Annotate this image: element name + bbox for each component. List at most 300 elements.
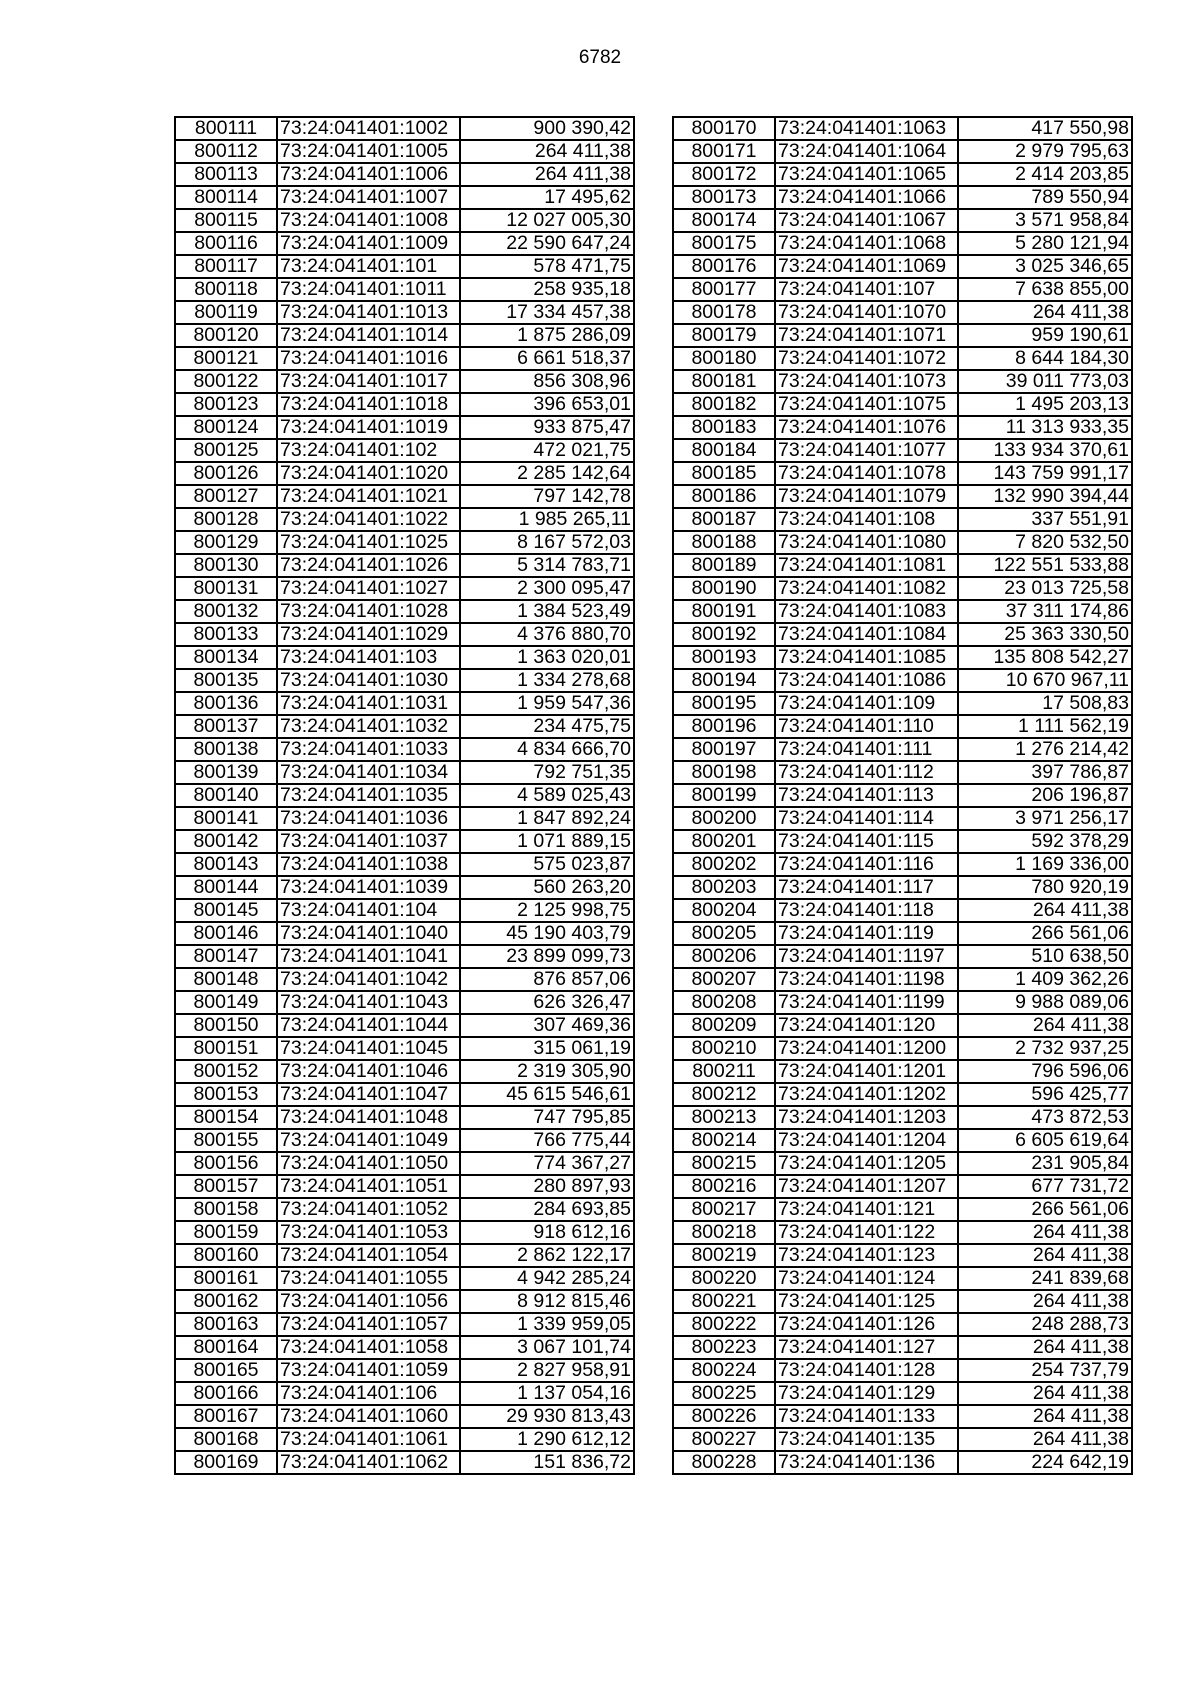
table-row xyxy=(175,531,634,554)
record-number-cell: 800180 xyxy=(673,347,775,370)
record-number-cell: 800186 xyxy=(673,485,775,508)
cadastral-number-cell: 73:24:041401:1207 xyxy=(775,1175,958,1198)
table-row xyxy=(175,876,634,899)
table-row xyxy=(673,531,1132,554)
value-cell: 3 971 256,17 xyxy=(958,807,1132,830)
value-cell: 264 411,38 xyxy=(958,1014,1132,1037)
table-row xyxy=(175,163,634,186)
table-row xyxy=(673,209,1132,232)
record-number-cell: 800198 xyxy=(673,761,775,784)
table-row xyxy=(673,830,1132,853)
record-number-cell: 800221 xyxy=(673,1290,775,1313)
table-row xyxy=(175,1290,634,1313)
record-number-cell: 800212 xyxy=(673,1083,775,1106)
value-cell: 8 167 572,03 xyxy=(460,531,634,554)
record-number-cell: 800127 xyxy=(175,485,277,508)
table-row xyxy=(673,347,1132,370)
record-number-cell: 800154 xyxy=(175,1106,277,1129)
value-cell: 1 137 054,16 xyxy=(460,1382,634,1405)
cadastral-number-cell: 73:24:041401:1086 xyxy=(775,669,958,692)
value-cell: 766 775,44 xyxy=(460,1129,634,1152)
value-cell: 266 561,06 xyxy=(958,1198,1132,1221)
cadastral-number-cell: 73:24:041401:1045 xyxy=(277,1037,460,1060)
value-cell: 4 376 880,70 xyxy=(460,623,634,646)
table-row xyxy=(175,301,634,324)
cadastral-number-cell: 73:24:041401:1025 xyxy=(277,531,460,554)
table-row xyxy=(175,922,634,945)
value-cell: 876 857,06 xyxy=(460,968,634,991)
value-cell: 473 872,53 xyxy=(958,1106,1132,1129)
cadastral-number-cell: 73:24:041401:1069 xyxy=(775,255,958,278)
cadastral-number-cell: 73:24:041401:1006 xyxy=(277,163,460,186)
cadastral-number-cell: 73:24:041401:115 xyxy=(775,830,958,853)
table-row xyxy=(175,807,634,830)
record-number-cell: 800112 xyxy=(175,140,277,163)
cadastral-number-cell: 73:24:041401:1021 xyxy=(277,485,460,508)
cadastral-number-cell: 73:24:041401:1040 xyxy=(277,922,460,945)
table-row xyxy=(175,1060,634,1083)
table-row xyxy=(175,186,634,209)
value-cell: 3 571 958,84 xyxy=(958,209,1132,232)
table-row xyxy=(175,1014,634,1037)
record-number-cell: 800130 xyxy=(175,554,277,577)
record-number-cell: 800211 xyxy=(673,1060,775,1083)
record-number-cell: 800146 xyxy=(175,922,277,945)
table-row xyxy=(673,1152,1132,1175)
value-cell: 132 990 394,44 xyxy=(958,485,1132,508)
cadastral-number-cell: 73:24:041401:121 xyxy=(775,1198,958,1221)
record-number-cell: 800129 xyxy=(175,531,277,554)
cadastral-number-cell: 73:24:041401:129 xyxy=(775,1382,958,1405)
record-number-cell: 800115 xyxy=(175,209,277,232)
cadastral-number-cell: 73:24:041401:1082 xyxy=(775,577,958,600)
record-number-cell: 800194 xyxy=(673,669,775,692)
cadastral-number-cell: 73:24:041401:1043 xyxy=(277,991,460,1014)
table-row xyxy=(673,968,1132,991)
cadastral-number-cell: 73:24:041401:1049 xyxy=(277,1129,460,1152)
table-row xyxy=(673,1175,1132,1198)
table-row xyxy=(175,393,634,416)
value-cell: 575 023,87 xyxy=(460,853,634,876)
table-row xyxy=(175,1129,634,1152)
cadastral-number-cell: 73:24:041401:1071 xyxy=(775,324,958,347)
record-number-cell: 800153 xyxy=(175,1083,277,1106)
record-number-cell: 800120 xyxy=(175,324,277,347)
table-row xyxy=(673,669,1132,692)
record-number-cell: 800224 xyxy=(673,1359,775,1382)
value-cell: 1 169 336,00 xyxy=(958,853,1132,876)
value-cell: 23 899 099,73 xyxy=(460,945,634,968)
cadastral-number-cell: 73:24:041401:106 xyxy=(277,1382,460,1405)
record-number-cell: 800122 xyxy=(175,370,277,393)
table-row xyxy=(673,416,1132,439)
value-cell: 135 808 542,27 xyxy=(958,646,1132,669)
value-cell: 264 411,38 xyxy=(958,899,1132,922)
cadastral-number-cell: 73:24:041401:1013 xyxy=(277,301,460,324)
record-number-cell: 800225 xyxy=(673,1382,775,1405)
table-row xyxy=(175,1359,634,1382)
record-number-cell: 800113 xyxy=(175,163,277,186)
record-number-cell: 800216 xyxy=(673,1175,775,1198)
table-row xyxy=(175,1313,634,1336)
table-row xyxy=(175,738,634,761)
record-number-cell: 800175 xyxy=(673,232,775,255)
table-row xyxy=(175,646,634,669)
cadastral-number-cell: 73:24:041401:1085 xyxy=(775,646,958,669)
value-cell: 2 979 795,63 xyxy=(958,140,1132,163)
value-cell: 254 737,79 xyxy=(958,1359,1132,1382)
record-number-cell: 800226 xyxy=(673,1405,775,1428)
cadastral-number-cell: 73:24:041401:1050 xyxy=(277,1152,460,1175)
table-row xyxy=(175,485,634,508)
value-cell: 959 190,61 xyxy=(958,324,1132,347)
table-row xyxy=(175,600,634,623)
record-number-cell: 800177 xyxy=(673,278,775,301)
value-cell: 280 897,93 xyxy=(460,1175,634,1198)
value-cell: 856 308,96 xyxy=(460,370,634,393)
record-number-cell: 800227 xyxy=(673,1428,775,1451)
value-cell: 3 067 101,74 xyxy=(460,1336,634,1359)
table-row xyxy=(175,209,634,232)
value-cell: 472 021,75 xyxy=(460,439,634,462)
record-number-cell: 800166 xyxy=(175,1382,277,1405)
value-cell: 2 125 998,75 xyxy=(460,899,634,922)
record-number-cell: 800191 xyxy=(673,600,775,623)
table-row xyxy=(175,439,634,462)
table-row xyxy=(175,370,634,393)
record-number-cell: 800140 xyxy=(175,784,277,807)
cadastral-number-cell: 73:24:041401:118 xyxy=(775,899,958,922)
cadastral-number-cell: 73:24:041401:1048 xyxy=(277,1106,460,1129)
cadastral-number-cell: 73:24:041401:117 xyxy=(775,876,958,899)
table-row xyxy=(175,968,634,991)
table-row xyxy=(673,991,1132,1014)
value-cell: 677 731,72 xyxy=(958,1175,1132,1198)
cadastral-number-cell: 73:24:041401:1051 xyxy=(277,1175,460,1198)
record-number-cell: 800213 xyxy=(673,1106,775,1129)
table-row xyxy=(673,485,1132,508)
value-cell: 264 411,38 xyxy=(958,1290,1132,1313)
value-cell: 315 061,19 xyxy=(460,1037,634,1060)
value-cell: 234 475,75 xyxy=(460,715,634,738)
value-cell: 17 508,83 xyxy=(958,692,1132,715)
table-row xyxy=(673,646,1132,669)
record-number-cell: 800188 xyxy=(673,531,775,554)
cadastral-number-cell: 73:24:041401:1034 xyxy=(277,761,460,784)
cadastral-number-cell: 73:24:041401:1002 xyxy=(277,117,460,140)
table-row xyxy=(175,715,634,738)
value-cell: 780 920,19 xyxy=(958,876,1132,899)
value-cell: 264 411,38 xyxy=(958,1336,1132,1359)
record-number-cell: 800215 xyxy=(673,1152,775,1175)
cadastral-number-cell: 73:24:041401:1029 xyxy=(277,623,460,646)
value-cell: 7 638 855,00 xyxy=(958,278,1132,301)
value-cell: 1 384 523,49 xyxy=(460,600,634,623)
value-cell: 1 495 203,13 xyxy=(958,393,1132,416)
cadastral-number-cell: 73:24:041401:1038 xyxy=(277,853,460,876)
table-row xyxy=(673,117,1132,140)
cadastral-number-cell: 73:24:041401:1009 xyxy=(277,232,460,255)
record-number-cell: 800123 xyxy=(175,393,277,416)
table-row xyxy=(673,232,1132,255)
record-number-cell: 800132 xyxy=(175,600,277,623)
record-number-cell: 800206 xyxy=(673,945,775,968)
table-row xyxy=(175,1382,634,1405)
cadastral-number-cell: 73:24:041401:1031 xyxy=(277,692,460,715)
record-number-cell: 800118 xyxy=(175,278,277,301)
cadastral-number-cell: 73:24:041401:1064 xyxy=(775,140,958,163)
value-cell: 396 653,01 xyxy=(460,393,634,416)
table-row xyxy=(175,232,634,255)
cadastral-number-cell: 73:24:041401:109 xyxy=(775,692,958,715)
table-row xyxy=(673,876,1132,899)
record-number-cell: 800149 xyxy=(175,991,277,1014)
table-row xyxy=(175,1221,634,1244)
table-row xyxy=(673,577,1132,600)
record-number-cell: 800158 xyxy=(175,1198,277,1221)
table-row xyxy=(175,761,634,784)
value-cell: 264 411,38 xyxy=(958,301,1132,324)
table-row xyxy=(175,347,634,370)
value-cell: 789 550,94 xyxy=(958,186,1132,209)
cadastral-number-cell: 73:24:041401:108 xyxy=(775,508,958,531)
cadastral-number-cell: 73:24:041401:110 xyxy=(775,715,958,738)
value-cell: 266 561,06 xyxy=(958,922,1132,945)
cadastral-number-cell: 73:24:041401:114 xyxy=(775,807,958,830)
cadastral-number-cell: 73:24:041401:135 xyxy=(775,1428,958,1451)
value-cell: 1 847 892,24 xyxy=(460,807,634,830)
table-row xyxy=(673,462,1132,485)
table-row xyxy=(673,1405,1132,1428)
cadastral-number-cell: 73:24:041401:1026 xyxy=(277,554,460,577)
value-cell: 1 875 286,09 xyxy=(460,324,634,347)
record-number-cell: 800141 xyxy=(175,807,277,830)
table-row xyxy=(673,508,1132,531)
record-number-cell: 800200 xyxy=(673,807,775,830)
table-row xyxy=(673,1313,1132,1336)
value-cell: 1 409 362,26 xyxy=(958,968,1132,991)
value-cell: 6 661 518,37 xyxy=(460,347,634,370)
value-cell: 918 612,16 xyxy=(460,1221,634,1244)
table-row xyxy=(175,324,634,347)
table-row xyxy=(673,140,1132,163)
cadastral-number-cell: 73:24:041401:124 xyxy=(775,1267,958,1290)
value-cell: 9 988 089,06 xyxy=(958,991,1132,1014)
table-row xyxy=(673,1221,1132,1244)
value-cell: 797 142,78 xyxy=(460,485,634,508)
table-row xyxy=(673,738,1132,761)
record-number-cell: 800117 xyxy=(175,255,277,278)
table-row xyxy=(673,1336,1132,1359)
value-cell: 1 339 959,05 xyxy=(460,1313,634,1336)
value-cell: 17 495,62 xyxy=(460,186,634,209)
record-number-cell: 800228 xyxy=(673,1451,775,1474)
cadastral-number-cell: 73:24:041401:1032 xyxy=(277,715,460,738)
value-cell: 1 111 562,19 xyxy=(958,715,1132,738)
record-number-cell: 800139 xyxy=(175,761,277,784)
record-number-cell: 800121 xyxy=(175,347,277,370)
cadastral-number-cell: 73:24:041401:1044 xyxy=(277,1014,460,1037)
value-cell: 143 759 991,17 xyxy=(958,462,1132,485)
table-row xyxy=(673,600,1132,623)
record-number-cell: 800218 xyxy=(673,1221,775,1244)
record-number-cell: 800204 xyxy=(673,899,775,922)
record-number-cell: 800133 xyxy=(175,623,277,646)
table-row xyxy=(673,761,1132,784)
value-cell: 231 905,84 xyxy=(958,1152,1132,1175)
value-cell: 2 732 937,25 xyxy=(958,1037,1132,1060)
record-number-cell: 800172 xyxy=(673,163,775,186)
record-number-cell: 800197 xyxy=(673,738,775,761)
table-row xyxy=(175,1152,634,1175)
table-row xyxy=(175,692,634,715)
table-row xyxy=(175,1267,634,1290)
cadastral-number-cell: 73:24:041401:1205 xyxy=(775,1152,958,1175)
record-number-cell: 800199 xyxy=(673,784,775,807)
value-cell: 792 751,35 xyxy=(460,761,634,784)
cadastral-number-cell: 73:24:041401:1046 xyxy=(277,1060,460,1083)
record-number-cell: 800119 xyxy=(175,301,277,324)
value-cell: 37 311 174,86 xyxy=(958,600,1132,623)
value-cell: 4 589 025,43 xyxy=(460,784,634,807)
cadastral-number-cell: 73:24:041401:104 xyxy=(277,899,460,922)
cadastral-number-cell: 73:24:041401:1070 xyxy=(775,301,958,324)
cadastral-number-cell: 73:24:041401:1057 xyxy=(277,1313,460,1336)
cadastral-number-cell: 73:24:041401:1054 xyxy=(277,1244,460,1267)
value-cell: 796 596,06 xyxy=(958,1060,1132,1083)
table-row xyxy=(175,554,634,577)
cadastral-number-cell: 73:24:041401:1014 xyxy=(277,324,460,347)
cadastral-number-cell: 73:24:041401:1079 xyxy=(775,485,958,508)
record-number-cell: 800181 xyxy=(673,370,775,393)
value-cell: 7 820 532,50 xyxy=(958,531,1132,554)
cadastral-number-cell: 73:24:041401:113 xyxy=(775,784,958,807)
cadastral-number-cell: 73:24:041401:1072 xyxy=(775,347,958,370)
table-row xyxy=(673,278,1132,301)
table-row xyxy=(673,1198,1132,1221)
table-row xyxy=(175,462,634,485)
record-number-cell: 800144 xyxy=(175,876,277,899)
cadastral-number-cell: 73:24:041401:1053 xyxy=(277,1221,460,1244)
cadastral-number-cell: 73:24:041401:1039 xyxy=(277,876,460,899)
value-cell: 12 027 005,30 xyxy=(460,209,634,232)
cadastral-number-cell: 73:24:041401:1037 xyxy=(277,830,460,853)
cadastral-number-cell: 73:24:041401:1018 xyxy=(277,393,460,416)
cadastral-number-cell: 73:24:041401:111 xyxy=(775,738,958,761)
value-cell: 1 071 889,15 xyxy=(460,830,634,853)
cadastral-number-cell: 73:24:041401:120 xyxy=(775,1014,958,1037)
table-row xyxy=(175,830,634,853)
registry-table-right xyxy=(672,116,1133,1475)
value-cell: 4 834 666,70 xyxy=(460,738,634,761)
value-cell: 2 300 095,47 xyxy=(460,577,634,600)
cadastral-number-cell: 73:24:041401:1200 xyxy=(775,1037,958,1060)
table-row xyxy=(175,1106,634,1129)
cadastral-number-cell: 73:24:041401:122 xyxy=(775,1221,958,1244)
value-cell: 8 644 184,30 xyxy=(958,347,1132,370)
value-cell: 264 411,38 xyxy=(958,1244,1132,1267)
record-number-cell: 800159 xyxy=(175,1221,277,1244)
record-number-cell: 800184 xyxy=(673,439,775,462)
cadastral-number-cell: 73:24:041401:1058 xyxy=(277,1336,460,1359)
table-row xyxy=(673,1359,1132,1382)
record-number-cell: 800176 xyxy=(673,255,775,278)
table-row xyxy=(673,692,1132,715)
cadastral-number-cell: 73:24:041401:1198 xyxy=(775,968,958,991)
value-cell: 8 912 815,46 xyxy=(460,1290,634,1313)
cadastral-number-cell: 73:24:041401:1042 xyxy=(277,968,460,991)
value-cell: 284 693,85 xyxy=(460,1198,634,1221)
record-number-cell: 800114 xyxy=(175,186,277,209)
cadastral-number-cell: 73:24:041401:1204 xyxy=(775,1129,958,1152)
record-number-cell: 800223 xyxy=(673,1336,775,1359)
record-number-cell: 800170 xyxy=(673,117,775,140)
record-number-cell: 800164 xyxy=(175,1336,277,1359)
record-number-cell: 800203 xyxy=(673,876,775,899)
record-number-cell: 800147 xyxy=(175,945,277,968)
record-number-cell: 800209 xyxy=(673,1014,775,1037)
value-cell: 2 319 305,90 xyxy=(460,1060,634,1083)
record-number-cell: 800161 xyxy=(175,1267,277,1290)
record-number-cell: 800220 xyxy=(673,1267,775,1290)
table-row xyxy=(673,554,1132,577)
table-row xyxy=(175,991,634,1014)
cadastral-number-cell: 73:24:041401:1055 xyxy=(277,1267,460,1290)
record-number-cell: 800189 xyxy=(673,554,775,577)
record-number-cell: 800179 xyxy=(673,324,775,347)
table-row xyxy=(673,1451,1132,1474)
value-cell: 397 786,87 xyxy=(958,761,1132,784)
cadastral-number-cell: 73:24:041401:1007 xyxy=(277,186,460,209)
value-cell: 626 326,47 xyxy=(460,991,634,1014)
cadastral-number-cell: 73:24:041401:1202 xyxy=(775,1083,958,1106)
table-row xyxy=(673,1267,1132,1290)
table-row xyxy=(673,1428,1132,1451)
cadastral-number-cell: 73:24:041401:125 xyxy=(775,1290,958,1313)
value-cell: 747 795,85 xyxy=(460,1106,634,1129)
cadastral-number-cell: 73:24:041401:1027 xyxy=(277,577,460,600)
cadastral-number-cell: 73:24:041401:1077 xyxy=(775,439,958,462)
cadastral-number-cell: 73:24:041401:103 xyxy=(277,646,460,669)
value-cell: 264 411,38 xyxy=(958,1428,1132,1451)
table-row xyxy=(175,623,634,646)
table-row xyxy=(673,301,1132,324)
page-number: 6782 xyxy=(578,47,622,68)
cadastral-number-cell: 73:24:041401:1075 xyxy=(775,393,958,416)
record-number-cell: 800163 xyxy=(175,1313,277,1336)
table-row xyxy=(175,853,634,876)
cadastral-number-cell: 73:24:041401:116 xyxy=(775,853,958,876)
cadastral-number-cell: 73:24:041401:1005 xyxy=(277,140,460,163)
table-row xyxy=(175,1405,634,1428)
table-row xyxy=(673,393,1132,416)
value-cell: 2 827 958,91 xyxy=(460,1359,634,1382)
record-number-cell: 800174 xyxy=(673,209,775,232)
table-row xyxy=(673,186,1132,209)
value-cell: 933 875,47 xyxy=(460,416,634,439)
value-cell: 5 314 783,71 xyxy=(460,554,634,577)
table-row xyxy=(673,255,1132,278)
table-row xyxy=(175,1336,634,1359)
cadastral-number-cell: 73:24:041401:1084 xyxy=(775,623,958,646)
value-cell: 3 025 346,65 xyxy=(958,255,1132,278)
table-row xyxy=(673,324,1132,347)
table-row xyxy=(175,1244,634,1267)
table-row xyxy=(673,853,1132,876)
cadastral-number-cell: 73:24:041401:107 xyxy=(775,278,958,301)
record-number-cell: 800155 xyxy=(175,1129,277,1152)
cadastral-number-cell: 73:24:041401:128 xyxy=(775,1359,958,1382)
